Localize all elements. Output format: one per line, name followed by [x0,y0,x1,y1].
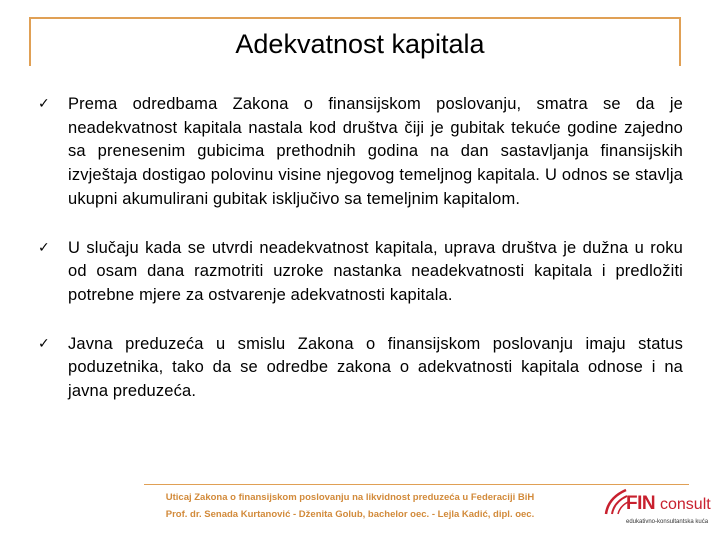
title-frame-top-border [29,17,681,19]
logo-tagline: edukativno-konsultantska kuća [626,519,709,525]
footer [130,489,570,523]
footer-divider [144,484,689,485]
footer-line-1: Uticaj Zakona o finansijskom poslovanju na likvidnost preduzeća u Federaciji BiH [165,492,535,503]
bullet-text: Javna preduzeća u smislu Zakona o finansijskom poslovanju imaju status poduzetnika, tako da se odredbe zakona o adekvatnosti kapitala odnose i na javna preduzeća. [68,334,683,401]
checkmark-icon: ✓ [38,239,50,256]
bullet-list [38,93,683,429]
bullet-text: U slučaju kada se utvrdi neadekvatnost kapitala, uprava društva je dužna u roku od osam dana razmotriti uzroke nastanka neadekvatnosti kapitala i predložiti potrebne mjere za ostvarenje adekvatnosti kapitala. [68,238,683,304]
logo-text-fin: FIN [626,493,656,514]
page-title: Adekvatnost kapitala [235,29,485,59]
checkmark-icon: ✓ [38,335,50,352]
checkmark-icon: ✓ [38,96,50,112]
bullet-item [38,237,683,308]
bullet-item [38,333,683,404]
logo-text-consult: consult [660,496,711,513]
bullet-item [38,93,683,212]
logo-swoosh-icon [602,486,628,516]
finconsult-logo [598,486,716,534]
footer-line-2: Prof. dr. Senada Kurtanović - Dženita Golub, bachelor oec. - Lejla Kadić, dipl. oec. [165,509,535,520]
bullet-text: Prema odredbama Zakona o finansijskom poslovanju, smatra se da je neadekvatnost kapitala nastala kod društva čiji je gubitak tekuće godine zajedno sa prenesenim gubicima prethodnih godina na dan sastavljanja finansijskih izvještaja dostigao polovinu visine njegovog temeljnog kapitala. U odnos se stavlja ukupni akumulirani gubitak isključivo sa temeljnim kapitalom. [68,95,683,208]
